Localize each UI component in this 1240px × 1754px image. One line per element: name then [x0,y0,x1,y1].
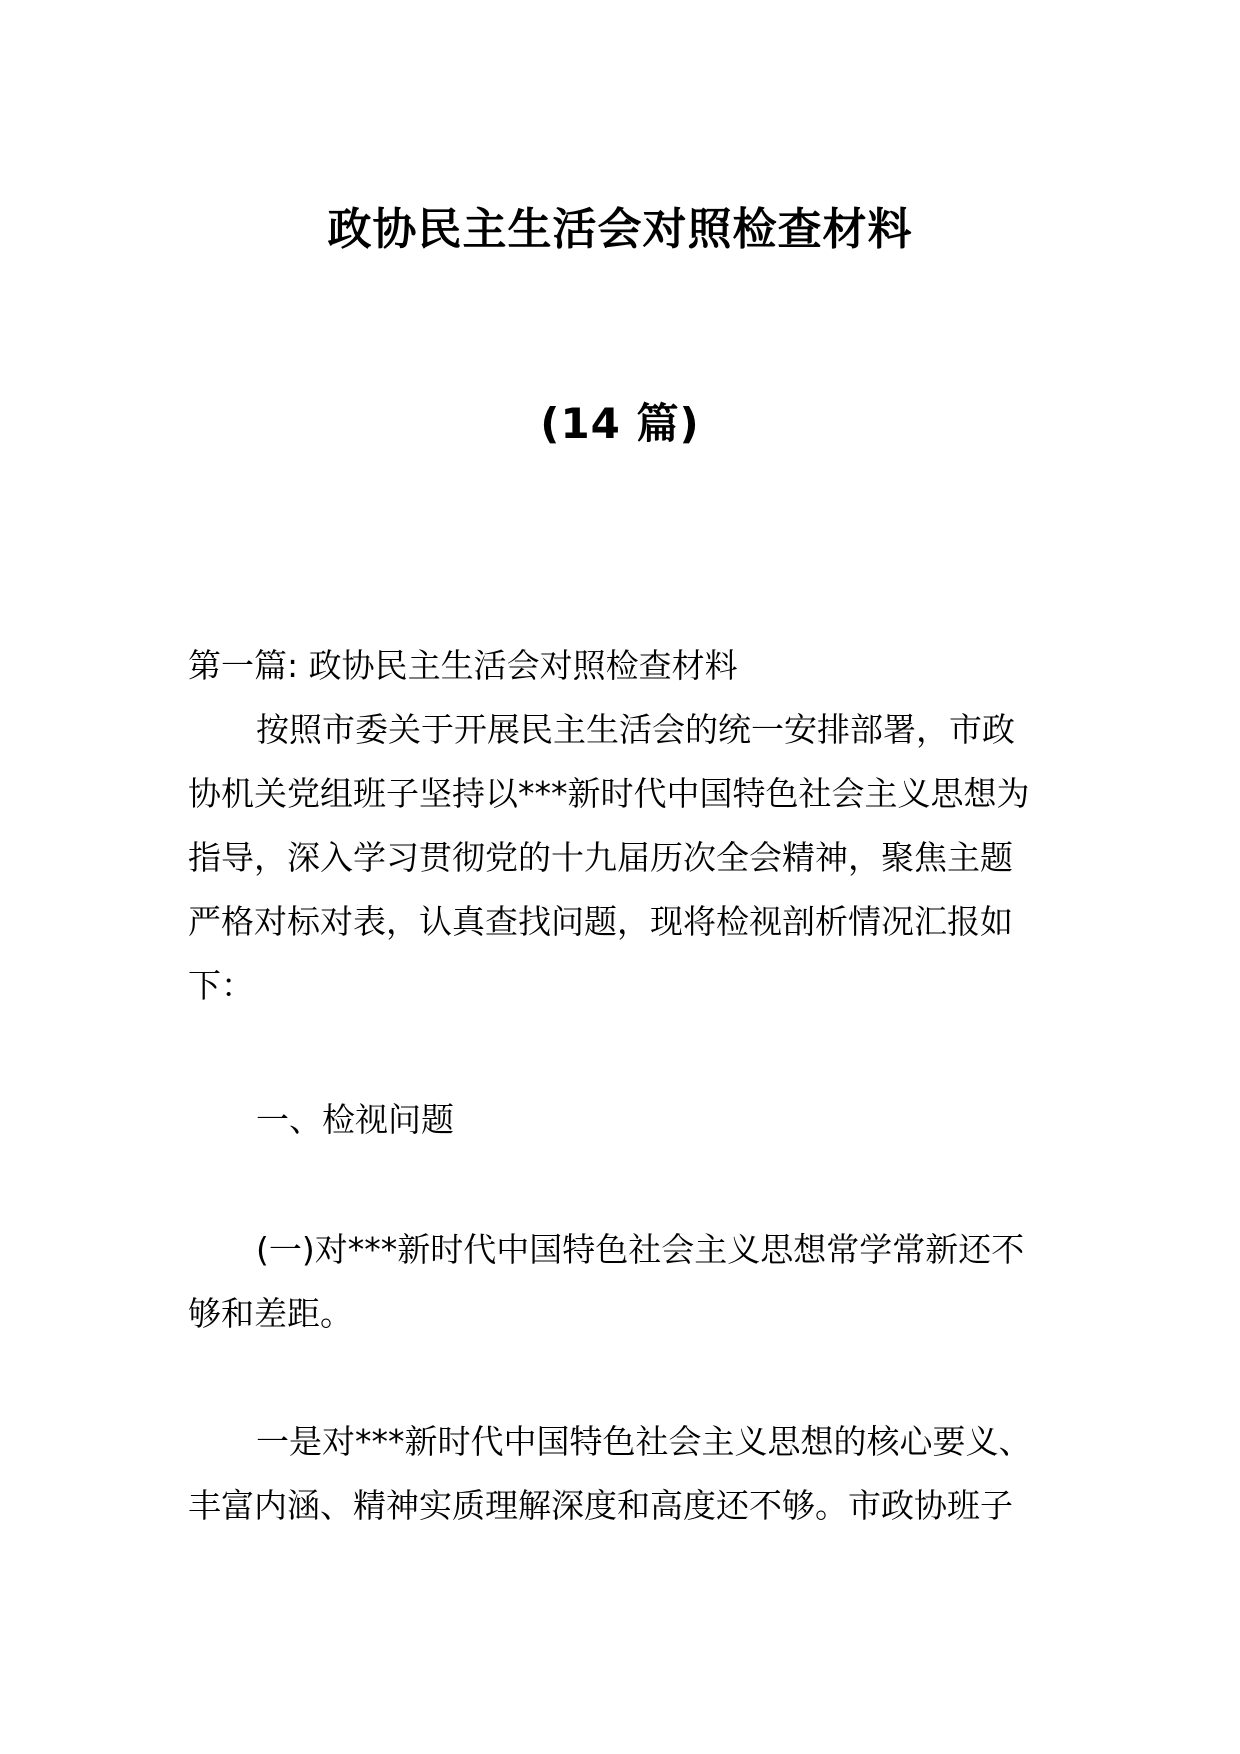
document-subtitle: (14 篇) [540,399,700,448]
intro-line-1: 按照市委关于开展民主生活会的统一安排部署，市政 [256,710,1015,749]
intro-line-4: 严格对标对表，认真查找问题，现将检视剖析情况汇报如 [188,902,1013,941]
subsection-line-1: (一)对***新时代中国特色社会主义思想常学常新还不 [256,1230,1025,1269]
point-paragraph [188,1410,1058,1538]
section-heading: 一、检视问题 [256,1100,454,1139]
point-line-1: 一是对***新时代中国特色社会主义思想的核心要义、 [256,1422,1032,1461]
intro-paragraph [188,698,1058,1018]
subsection-line-2: 够和差距。 [188,1294,353,1333]
section-heading-block [188,1088,1058,1152]
point-line-2: 丰富内涵、精神实质理解深度和高度还不够。市政协班子 [188,1486,1013,1525]
chapter-heading-block [188,634,1058,698]
subsection-paragraph [188,1218,1058,1346]
chapter-heading: 第一篇: 政协民主生活会对照检查材料 [188,646,738,685]
intro-line-2: 协机关党组班子坚持以***新时代中国特色社会主义思想为 [188,774,1030,813]
document-title: 政协民主生活会对照检查材料 [327,204,913,255]
intro-line-5: 下： [188,966,254,1005]
intro-line-3: 指导，深入学习贯彻党的十九届历次全会精神，聚焦主题 [188,838,1013,877]
